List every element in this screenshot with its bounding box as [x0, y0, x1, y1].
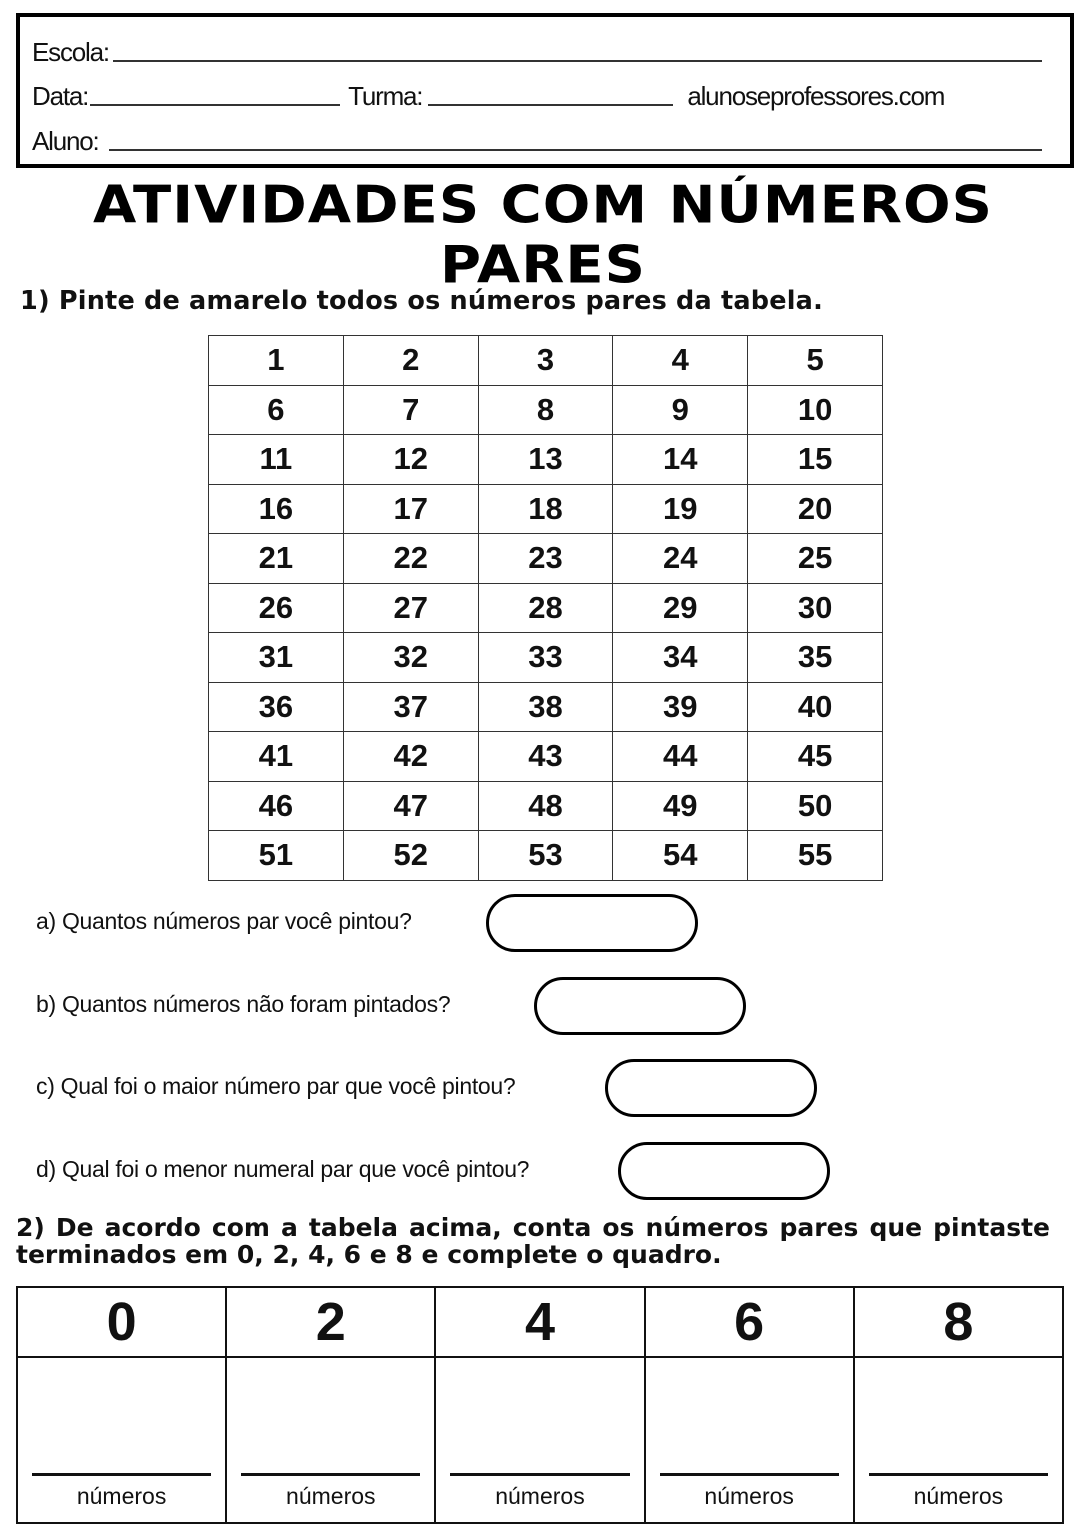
- number-cell[interactable]: 6: [209, 385, 344, 435]
- number-cell[interactable]: 16: [209, 484, 344, 534]
- number-cell[interactable]: 40: [748, 682, 883, 732]
- number-cell[interactable]: 10: [748, 385, 883, 435]
- number-cell[interactable]: 9: [613, 385, 748, 435]
- number-cell[interactable]: 38: [478, 682, 613, 732]
- number-cell[interactable]: 21: [209, 534, 344, 584]
- number-cell[interactable]: 2: [343, 336, 478, 386]
- number-cell[interactable]: 41: [209, 732, 344, 782]
- student-row: [32, 126, 1042, 157]
- number-grid-row: [209, 633, 883, 683]
- number-cell[interactable]: 36: [209, 682, 344, 732]
- number-grid-row: [209, 336, 883, 386]
- number-cell[interactable]: 54: [613, 831, 748, 881]
- sub-question-a-label: a) Quantos números par você pintou?: [36, 908, 412, 934]
- date-label: Data:: [32, 81, 89, 111]
- ending-digit-table: [16, 1286, 1064, 1524]
- number-cell[interactable]: 42: [343, 732, 478, 782]
- number-cell[interactable]: 12: [343, 435, 478, 485]
- number-cell[interactable]: 52: [343, 831, 478, 881]
- sub-question-c-label: c) Qual foi o maior número par que você pintou?: [36, 1073, 516, 1099]
- school-label: Escola:: [32, 37, 109, 67]
- date-class-row: [32, 81, 1042, 112]
- unit-label-0: números: [76, 1483, 167, 1509]
- digit-header-4: 4: [435, 1287, 644, 1357]
- answer-line-8[interactable]: [869, 1473, 1048, 1476]
- unit-label-4: números: [495, 1483, 585, 1509]
- number-cell[interactable]: 28: [478, 583, 613, 633]
- number-cell[interactable]: 13: [478, 435, 613, 485]
- digit-header-8: 8: [854, 1287, 1063, 1357]
- number-cell[interactable]: 4: [613, 336, 748, 386]
- number-cell[interactable]: 53: [478, 831, 613, 881]
- number-cell[interactable]: 50: [748, 781, 883, 831]
- number-grid-row: [209, 435, 883, 485]
- website-text: alunoseprofessores.com: [687, 81, 945, 111]
- sub-question-b-label: b) Quantos números não foram pintados?: [36, 991, 451, 1017]
- student-label: Aluno:: [32, 126, 99, 156]
- digit-answer-cell-0[interactable]: [17, 1357, 226, 1523]
- number-grid-row: [209, 682, 883, 732]
- unit-label-6: números: [704, 1483, 794, 1509]
- number-cell[interactable]: 24: [613, 534, 748, 584]
- number-cell[interactable]: 8: [478, 385, 613, 435]
- number-cell[interactable]: 46: [209, 781, 344, 831]
- number-cell[interactable]: 5: [748, 336, 883, 386]
- school-field[interactable]: [113, 60, 1042, 62]
- number-grid-row: [209, 732, 883, 782]
- number-cell[interactable]: 19: [613, 484, 748, 534]
- student-field[interactable]: [109, 149, 1042, 151]
- number-grid-row: [209, 781, 883, 831]
- sub-question-d-label: d) Qual foi o menor numeral par que você pintou?: [36, 1156, 530, 1182]
- number-cell[interactable]: 39: [613, 682, 748, 732]
- number-grid: [208, 335, 883, 881]
- number-cell[interactable]: 7: [343, 385, 478, 435]
- number-cell[interactable]: 47: [343, 781, 478, 831]
- digit-answer-cell-6[interactable]: [645, 1357, 854, 1523]
- number-cell[interactable]: 37: [343, 682, 478, 732]
- answer-line-2[interactable]: [241, 1473, 420, 1476]
- school-row: [32, 37, 1042, 68]
- number-cell[interactable]: 44: [613, 732, 748, 782]
- number-cell[interactable]: 1: [209, 336, 344, 386]
- digit-header-2: 2: [226, 1287, 435, 1357]
- number-cell[interactable]: 14: [613, 435, 748, 485]
- page-title-line1: ATIVIDADES COM NÚMEROS: [93, 175, 993, 236]
- number-cell[interactable]: 23: [478, 534, 613, 584]
- answer-box-c[interactable]: [605, 1059, 817, 1117]
- number-cell[interactable]: 29: [613, 583, 748, 633]
- answer-line-6[interactable]: [660, 1473, 839, 1476]
- number-cell[interactable]: 34: [613, 633, 748, 683]
- number-cell[interactable]: 20: [748, 484, 883, 534]
- unit-label-8: números: [913, 1483, 1004, 1509]
- number-cell[interactable]: 43: [478, 732, 613, 782]
- answer-box-a[interactable]: [486, 894, 698, 952]
- number-grid-row: [209, 831, 883, 881]
- number-cell[interactable]: 51: [209, 831, 344, 881]
- class-label: Turma:: [348, 81, 423, 111]
- number-cell[interactable]: 25: [748, 534, 883, 584]
- question2-instruction: 2) De acordo com a tabela acima, conta os números pares que pintaste terminados em 0, 2, 4, 6 e 8 e complete o quadro.: [16, 1213, 1050, 1269]
- number-cell[interactable]: 49: [613, 781, 748, 831]
- digit-answer-row: [17, 1357, 1063, 1523]
- number-cell[interactable]: 15: [748, 435, 883, 485]
- sub-question-c: [36, 1073, 515, 1100]
- answer-box-b[interactable]: [534, 977, 746, 1035]
- sub-question-b: [36, 991, 450, 1018]
- date-field[interactable]: [90, 104, 340, 106]
- digit-header-0: 0: [17, 1287, 226, 1357]
- number-cell[interactable]: 27: [343, 583, 478, 633]
- unit-label-2: números: [286, 1483, 376, 1509]
- number-cell[interactable]: 31: [209, 633, 344, 683]
- number-cell[interactable]: 55: [748, 831, 883, 881]
- number-cell[interactable]: 17: [343, 484, 478, 534]
- answer-box-d[interactable]: [618, 1142, 830, 1200]
- number-cell[interactable]: 26: [209, 583, 344, 633]
- number-grid-row: [209, 484, 883, 534]
- digit-header-row: [17, 1287, 1063, 1357]
- answer-line-4[interactable]: [450, 1473, 629, 1476]
- class-field[interactable]: [428, 104, 673, 106]
- number-cell[interactable]: 32: [343, 633, 478, 683]
- digit-answer-cell-8[interactable]: [854, 1357, 1063, 1523]
- number-grid-row: [209, 385, 883, 435]
- sub-question-d: [36, 1156, 529, 1183]
- digit-answer-cell-4[interactable]: [435, 1357, 644, 1523]
- page-title-line2: PARES: [440, 235, 646, 296]
- number-cell[interactable]: 11: [209, 435, 344, 485]
- answer-line-0[interactable]: [32, 1473, 211, 1476]
- digit-header-6: 6: [645, 1287, 854, 1357]
- sub-question-a: [36, 908, 412, 935]
- number-cell[interactable]: 3: [478, 336, 613, 386]
- number-cell[interactable]: 35: [748, 633, 883, 683]
- number-cell[interactable]: 33: [478, 633, 613, 683]
- digit-answer-cell-2[interactable]: [226, 1357, 435, 1523]
- student-info-box: [16, 13, 1074, 168]
- number-grid-row: [209, 534, 883, 584]
- number-cell[interactable]: 45: [748, 732, 883, 782]
- number-cell[interactable]: 30: [748, 583, 883, 633]
- number-cell[interactable]: 48: [478, 781, 613, 831]
- number-cell[interactable]: 18: [478, 484, 613, 534]
- question1-instruction: 1) Pinte de amarelo todos os números pares da tabela.: [20, 286, 823, 316]
- number-grid-row: [209, 583, 883, 633]
- number-cell[interactable]: 22: [343, 534, 478, 584]
